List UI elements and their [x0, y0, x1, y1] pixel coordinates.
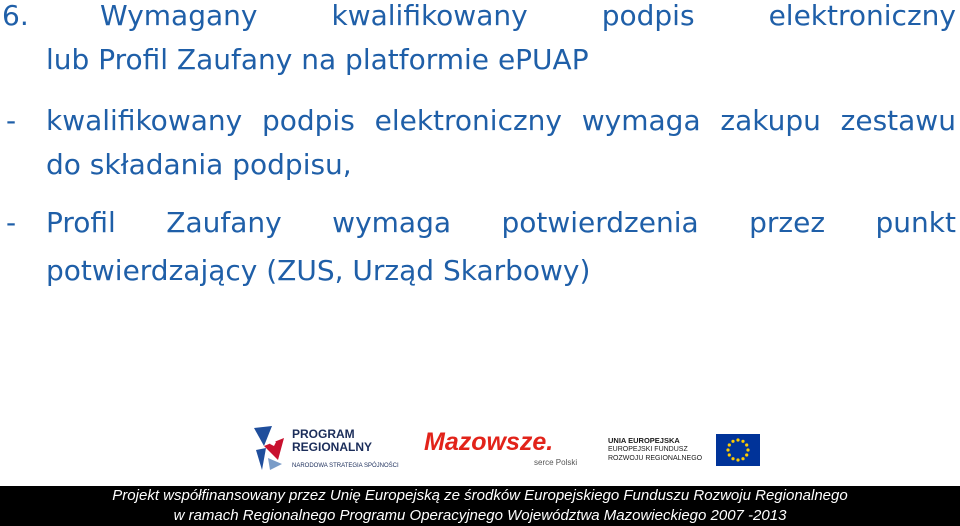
word: elektroniczny [768, 0, 956, 32]
item-6-line1 [100, 0, 956, 34]
item-6-line2: lub Profil Zaufany na platformie ePUAP [46, 43, 589, 76]
logo-strip [228, 418, 774, 480]
bullet-2-line2: potwierdzający (ZUS, Urząd Skarbowy) [46, 254, 591, 287]
bullet-2-line1 [46, 205, 956, 241]
bullet-dash: - [6, 206, 17, 239]
word: elektroniczny [374, 104, 562, 137]
word: przez [749, 206, 826, 239]
word: podpis [601, 0, 695, 32]
word: wymaga [581, 104, 701, 137]
program-regionalny-title: PROGRAM REGIONALNY [292, 427, 373, 454]
word: zakupu [720, 104, 821, 137]
word: podpis [261, 104, 355, 137]
mazowsze-tagline: serce Polski [534, 458, 578, 467]
bullet-1-line1 [46, 103, 956, 139]
eu-flag-icon [716, 434, 760, 466]
word: Zaufany [166, 206, 282, 239]
program-regionalny-logo [252, 424, 442, 476]
bullet-1-line2: do składania podpisu, [46, 148, 352, 181]
word: wymaga [332, 206, 452, 239]
word: zestawu [840, 104, 956, 137]
word: punkt [875, 206, 956, 239]
mazowsze-wordmark: Mazowsze. [424, 428, 554, 456]
word: kwalifikowany [46, 104, 243, 137]
program-regionalny-emblem-icon [252, 424, 286, 472]
mazowsze-logo [424, 428, 584, 474]
word: Wymagany [100, 0, 258, 32]
item-number: 6. [2, 0, 29, 32]
eu-logo [602, 432, 762, 476]
word: kwalifikowany [331, 0, 528, 32]
footer-line-2: w ramach Regionalnego Programu Operacyjnego Województwa Mazowieckiego 2007 -2013 [0, 506, 960, 526]
program-regionalny-subtitle: NARODOWA STRATEGIA SPÓJNOŚCI [292, 463, 399, 469]
word: Profil [46, 206, 116, 239]
bullet-dash: - [6, 104, 17, 137]
eu-text: UNIA EUROPEJSKA EUROPEJSKI FUNDUSZ ROZWOJU REGIONALNEGO [608, 436, 703, 462]
footer-line-1: Projekt współfinansowany przez Unię Europejską ze środków Europejskiego Funduszu Rozwoju Regionalnego [0, 486, 960, 506]
word: potwierdzenia [501, 206, 699, 239]
